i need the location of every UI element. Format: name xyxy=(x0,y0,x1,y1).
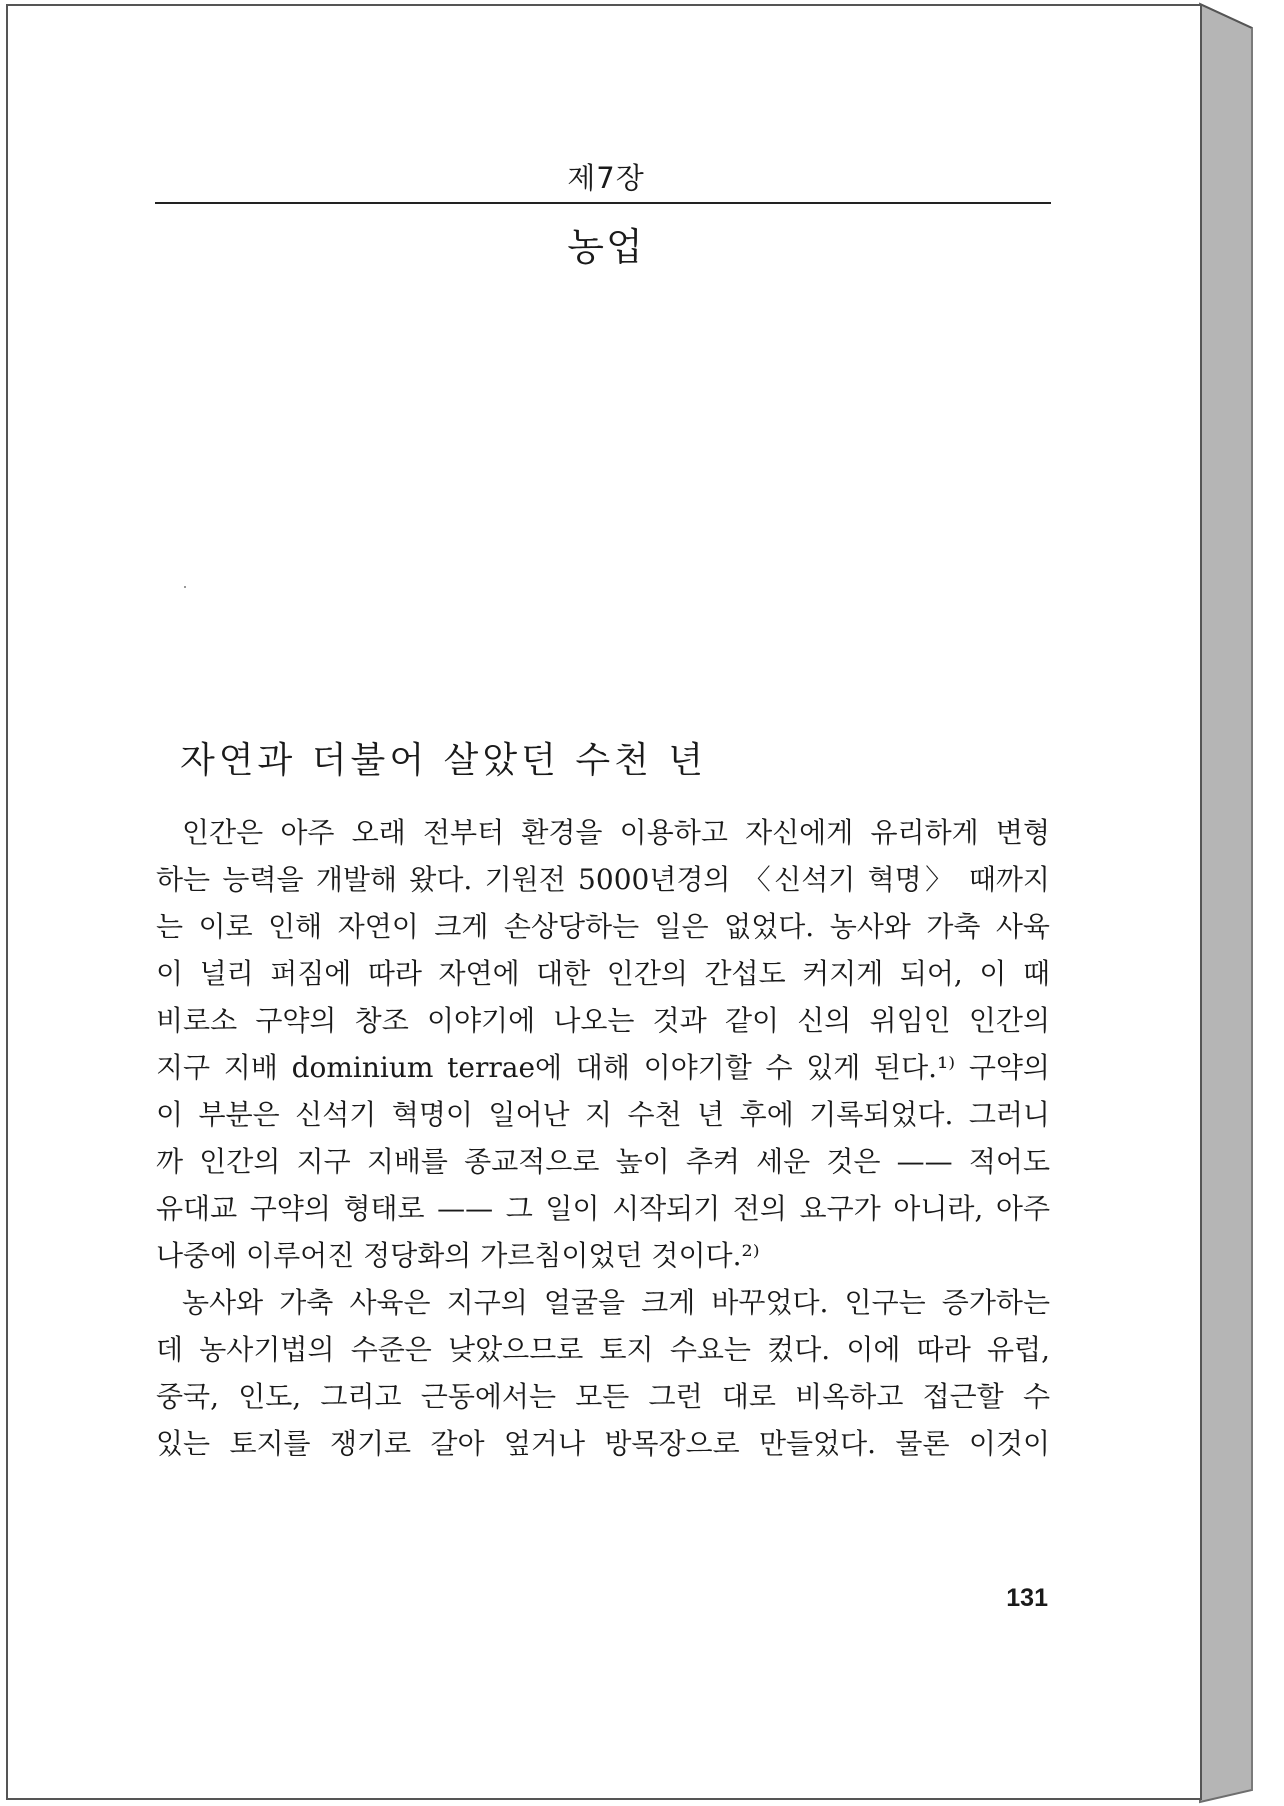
text-line: 지구 지배 dominium terrae에 대해 이야기할 수 있게 된다.¹⁾ 구약의 xyxy=(156,1051,1050,1084)
page-number: 131 xyxy=(1006,1584,1048,1612)
text-line: 유대교 구약의 형태로 —— 그 일이 시작되기 전의 요구가 아니라, 아주 xyxy=(156,1192,1050,1225)
text-line: 있는 토지를 쟁기로 갈아 엎거나 방목장으로 만들었다. 물론 이것이 xyxy=(156,1427,1050,1460)
text-line: 농사와 가축 사육은 지구의 얼굴을 크게 바꾸었다. 인구는 증가하는 xyxy=(182,1286,1050,1319)
text-line: 까 인간의 지구 지배를 종교적으로 높이 추켜 세운 것은 —— 적어도 xyxy=(156,1145,1050,1178)
text-line: 중국, 인도, 그리고 근동에서는 모든 그런 대로 비옥하고 접근할 수 xyxy=(156,1380,1050,1413)
text-line: 는 이로 인해 자연이 크게 손상당하는 일은 없었다. 농사와 가축 사육 xyxy=(156,910,1050,943)
book-page xyxy=(6,4,1202,1800)
body-text xyxy=(156,809,1050,1467)
chapter-title: 농업 xyxy=(567,225,645,269)
scan-speck xyxy=(184,586,186,588)
chapter-number: 제7장 xyxy=(567,161,645,195)
text-line: 나중에 이루어진 정당화의 가르침이었던 것이다.²⁾ xyxy=(156,1239,760,1272)
text-line: 데 농사기법의 수준은 낮았으므로 토지 수요는 컸다. 이에 따라 유럽, xyxy=(156,1333,1050,1366)
text-line: 하는 능력을 개발해 왔다. 기원전 5000년경의 〈신석기 혁명〉 때까지 xyxy=(156,863,1050,896)
text-line: 이 널리 퍼짐에 따라 자연에 대한 인간의 간섭도 커지게 되어, 이 때 xyxy=(156,957,1050,990)
section-heading: 자연과 더불어 살았던 수천 년 xyxy=(180,740,708,781)
text-line: 비로소 구약의 창조 이야기에 나오는 것과 같이 신의 위임인 인간의 xyxy=(156,1004,1050,1037)
chapter-rule xyxy=(155,202,1051,204)
text-line: 인간은 아주 오래 전부터 환경을 이용하고 자신에게 유리하게 변형 xyxy=(182,816,1050,849)
text-line: 이 부분은 신석기 혁명이 일어난 지 수천 년 후에 기록되었다. 그러니 xyxy=(156,1098,1050,1131)
